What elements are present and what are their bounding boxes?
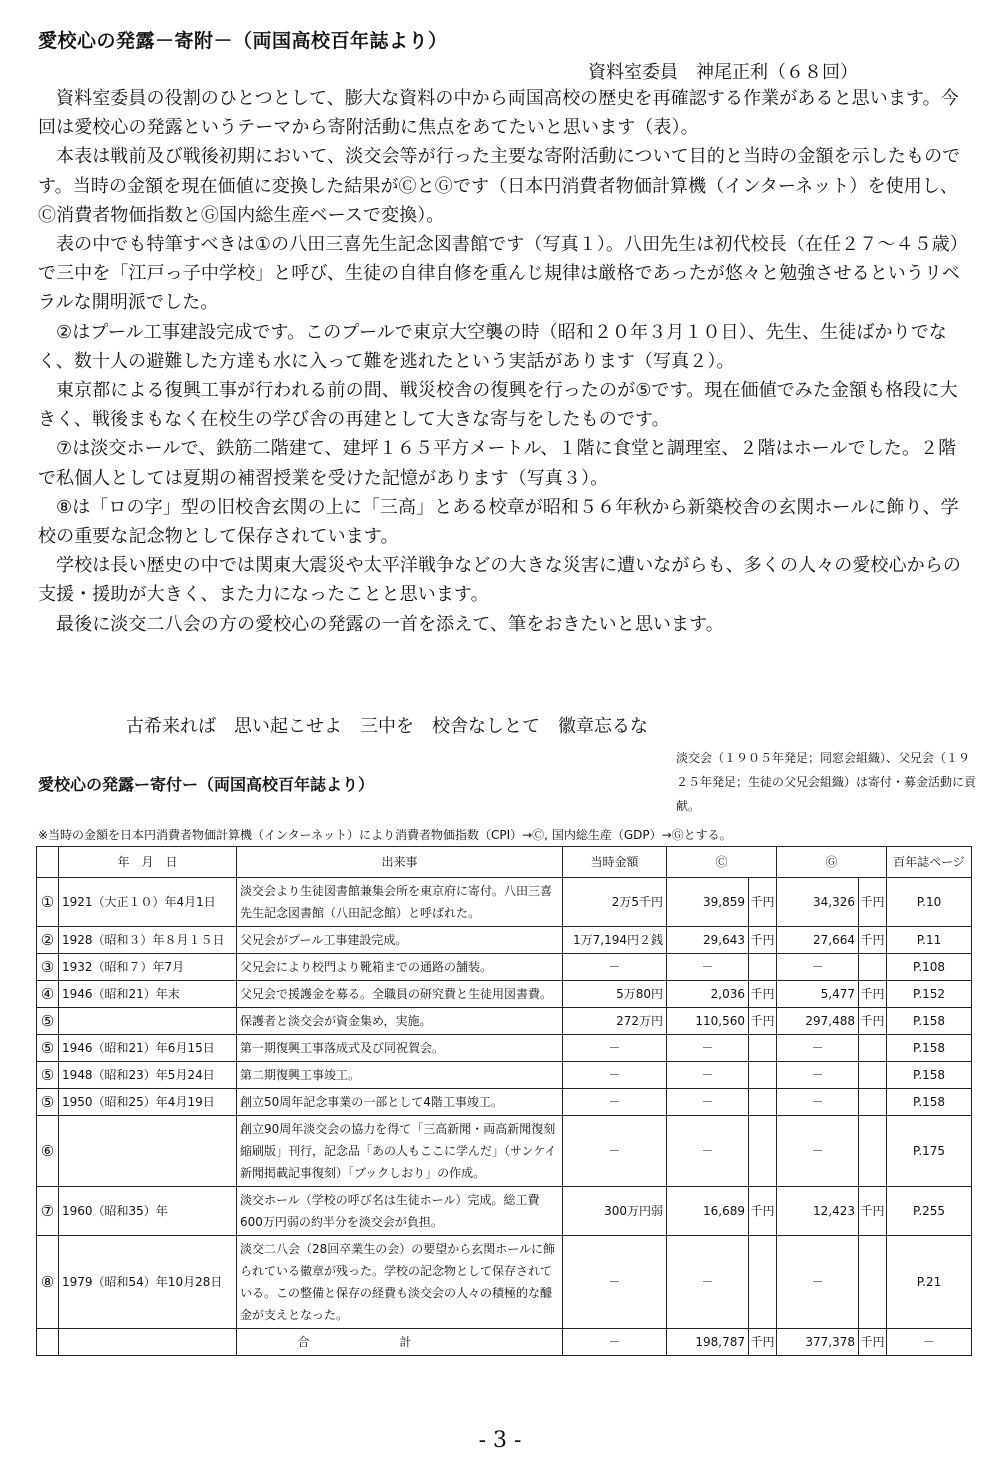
total-amount: － <box>563 1329 667 1356</box>
row-amount: 300万円弱 <box>563 1187 667 1236</box>
total-gdp: 377,378 <box>777 1329 859 1356</box>
row-date: 1979（昭和54）年10月28日 <box>59 1236 237 1329</box>
row-mark: ⑦ <box>37 1187 59 1236</box>
row-event: 父兄会により校門より靴箱までの通路の舗装。 <box>237 954 563 981</box>
article-author: 資料室委員 神尾正利（６８回） <box>588 62 858 83</box>
row-amount: 272万円 <box>563 1008 667 1035</box>
paragraph: 本表は戦前及び戦後初期において、淡交会等が行った主要な寄附活動について目的と当時の金額を示したものです。当時の金額を現在価値に変換した結果がⒸとⒼです（日本円消費者物価計算機（インターネット）を使用し、Ⓒ消費者物価指数とⒼ国内総生産ベースで変換）。 <box>38 146 961 226</box>
row-gdp: － <box>777 1116 859 1187</box>
row-event: 淡交会より生徒図書館兼集会所を東京府に寄付。八田三喜先生記念図書館（八田記念館）と呼ばれた。 <box>237 878 563 927</box>
row-amount: － <box>563 1035 667 1062</box>
row-cpi-unit <box>749 1116 777 1187</box>
row-amount: － <box>563 1236 667 1329</box>
row-date: 1932（昭和７）年7月 <box>59 954 237 981</box>
table-row <box>37 1035 972 1062</box>
table-header-row <box>37 847 972 878</box>
table-row <box>37 1062 972 1089</box>
table-row <box>37 1236 972 1329</box>
table-row <box>37 1187 972 1236</box>
row-cpi-unit <box>749 1236 777 1329</box>
row-mark: ⑤ <box>37 1062 59 1089</box>
row-gdp-unit: 千円 <box>859 1187 887 1236</box>
table-row <box>37 1008 972 1035</box>
paragraph: ⑧は「ロの字」型の旧校舎玄関の上に「三高」とある校章が昭和５６年秋から新築校舎の玄関ホールに飾り、学校の重要な記念物として保存されています。 <box>38 496 959 548</box>
side-note: 淡交会（１９０５年発足；同窓会組織）、父兄会（１９２５年発足；生徒の父兄会組織）は寄付・募金活動に貢献。 <box>676 751 977 813</box>
row-amount: 1万7,194円２銭 <box>563 927 667 954</box>
row-page: P.108 <box>887 954 972 981</box>
row-page: P.158 <box>887 1008 972 1035</box>
row-page: P.175 <box>887 1116 972 1187</box>
row-cpi: 16,689 <box>667 1187 749 1236</box>
row-cpi-unit: 千円 <box>749 981 777 1008</box>
row-date: 1948（昭和23）年5月24日 <box>59 1062 237 1089</box>
row-gdp-unit <box>859 1236 887 1329</box>
paragraph: 表の中でも特筆すべきは①の八田三喜先生記念図書館です（写真１）。八田先生は初代校長（在任２７～４５歳）で三中を「江戸っ子中学校」と呼び、生徒の自律自修を重んじ規律は厳格であったが悠々と勉強させるというリベラルな開明派でした。 <box>38 234 968 314</box>
paragraph: 資料室委員の役割のひとつとして、膨大な資料の中から両国高校の歴史を再確認する作業があると思います。今回は愛校心の発露というテーマから寄附活動に焦点をあてたいと思います（表）。 <box>38 88 959 139</box>
row-mark: ⑤ <box>37 1008 59 1035</box>
table-note: ※当時の金額を日本円消費者物価計算機（インターネット）により消費者物価指数（CPI）→Ⓒ, 国内総生産（GDP）→Ⓖとする。 <box>38 828 732 842</box>
header-page: 百年誌ページ <box>887 847 972 878</box>
row-mark: ① <box>37 878 59 927</box>
total-cpi: 198,787 <box>667 1329 749 1356</box>
row-cpi: 110,560 <box>667 1008 749 1035</box>
row-event: 創立50周年記念事業の一部として4階工事竣工。 <box>237 1089 563 1116</box>
row-cpi-unit <box>749 1035 777 1062</box>
row-gdp-unit: 千円 <box>859 878 887 927</box>
row-gdp-unit <box>859 1062 887 1089</box>
row-mark: ④ <box>37 981 59 1008</box>
donation-table <box>36 846 972 1356</box>
row-cpi: － <box>667 1236 749 1329</box>
row-cpi-unit: 千円 <box>749 1008 777 1035</box>
row-event: 父兄会がプール工事建設完成。 <box>237 927 563 954</box>
row-date: 1960（昭和35）年 <box>59 1187 237 1236</box>
row-page: P.158 <box>887 1062 972 1089</box>
row-cpi-unit <box>749 1062 777 1089</box>
row-gdp: － <box>777 954 859 981</box>
row-event: 父兄会で援護金を募る。全職員の研究費と生徒用図書費。 <box>237 981 563 1008</box>
row-cpi-unit <box>749 954 777 981</box>
row-cpi: 29,643 <box>667 927 749 954</box>
row-cpi-unit: 千円 <box>749 927 777 954</box>
row-gdp: 5,477 <box>777 981 859 1008</box>
row-date: 1928（昭和３）年８月１５日 <box>59 927 237 954</box>
page-number: - 3 - <box>478 1428 522 1453</box>
table-row <box>37 1116 972 1187</box>
header-amount: 当時金額 <box>563 847 667 878</box>
total-mark <box>37 1329 59 1356</box>
paragraph: 学校は長い歴史の中では関東大震災や太平洋戦争などの大きな災害に遭いながらも、多くの人々の愛校心からの支援・援助が大きく、また力になったことと思います。 <box>38 555 961 606</box>
row-mark: ② <box>37 927 59 954</box>
row-amount: 5万80円 <box>563 981 667 1008</box>
paragraph: ⑦は淡交ホールで、鉄筋二階建て、建坪１６５平方メートル、１階に食堂と調理室、２階はホールでした。２階で私個人としては夏期の補習授業を受けた記憶があります（写真３）。 <box>38 438 957 489</box>
paragraph: ②はプール工事建設完成です。このプールで東京大空襲の時（昭和２０年３月１０日）、先生、生徒ばかりでなく、数十人の避難した方達も水に入って難を逃れたという実話があります（写真２）。 <box>38 321 947 372</box>
article-body <box>38 84 970 639</box>
table-total-row <box>37 1329 972 1356</box>
header-gdp: Ⓖ <box>777 847 887 878</box>
row-amount: － <box>563 1116 667 1187</box>
row-event: 第二期復興工事竣工。 <box>237 1062 563 1089</box>
row-cpi: － <box>667 1089 749 1116</box>
row-gdp: 12,423 <box>777 1187 859 1236</box>
row-page: P.152 <box>887 981 972 1008</box>
row-mark: ③ <box>37 954 59 981</box>
row-gdp-unit: 千円 <box>859 1008 887 1035</box>
header-cpi: Ⓒ <box>667 847 777 878</box>
row-mark: ⑥ <box>37 1116 59 1187</box>
row-gdp-unit: 千円 <box>859 927 887 954</box>
row-event: 淡交二八会（28回卒業生の会）の要望から玄関ホールに飾られている徽章が残った。学校の記念物として保存されている。この整備と保存の経費も淡交会の人々の積極的な醵金が支えとなった。 <box>237 1236 563 1329</box>
header-mark <box>37 847 59 878</box>
row-page: P.10 <box>887 878 972 927</box>
row-gdp: 297,488 <box>777 1008 859 1035</box>
row-cpi-unit <box>749 1089 777 1116</box>
row-page: P.158 <box>887 1089 972 1116</box>
header-event: 出来事 <box>237 847 563 878</box>
table-row <box>37 981 972 1008</box>
row-event: 淡交ホール（学校の呼び名は生徒ホール）完成。総工費600万円弱の約半分を淡交会が負担。 <box>237 1187 563 1236</box>
row-date: 1946（昭和21）年6月15日 <box>59 1035 237 1062</box>
row-page: P.11 <box>887 927 972 954</box>
row-mark: ⑧ <box>37 1236 59 1329</box>
row-gdp-unit <box>859 1089 887 1116</box>
row-gdp: － <box>777 1035 859 1062</box>
paragraph: 最後に淡交二八会の方の愛校心の発露の一首を添えて、筆をおきたいと思います。 <box>56 613 724 635</box>
row-mark: ⑤ <box>37 1035 59 1062</box>
paragraph: 東京都による復興工事が行われる前の間、戦災校舎の復興を行ったのが⑤です。現在価値でみた金額も格段に大きく、戦後まもなく在校生の学び舎の再建として大きな寄与をしたものです。 <box>38 380 958 431</box>
row-gdp-unit <box>859 1116 887 1187</box>
row-gdp: － <box>777 1089 859 1116</box>
row-cpi: － <box>667 1116 749 1187</box>
row-mark: ⑤ <box>37 1089 59 1116</box>
row-date: 1946（昭和21）年末 <box>59 981 237 1008</box>
row-date: 1921（大正１０）年4月1日 <box>59 878 237 927</box>
row-event: 保護者と淡交会が資金集め，実施。 <box>237 1008 563 1035</box>
row-cpi: － <box>667 1035 749 1062</box>
row-page: P.21 <box>887 1236 972 1329</box>
row-date: 1950（昭和25）年4月19日 <box>59 1089 237 1116</box>
row-gdp: － <box>777 1062 859 1089</box>
row-cpi: 2,036 <box>667 981 749 1008</box>
row-date <box>59 1008 237 1035</box>
table-body <box>37 878 972 1356</box>
table-row <box>37 954 972 981</box>
row-cpi: － <box>667 1062 749 1089</box>
header-date: 年 月 日 <box>59 847 237 878</box>
row-gdp-unit: 千円 <box>859 981 887 1008</box>
table-row <box>37 1089 972 1116</box>
total-cpi-unit: 千円 <box>749 1329 777 1356</box>
row-gdp: 34,326 <box>777 878 859 927</box>
row-event: 第一期復興工事落成式及び同祝賀会。 <box>237 1035 563 1062</box>
row-amount: 2万5千円 <box>563 878 667 927</box>
row-gdp-unit <box>859 954 887 981</box>
total-page: － <box>887 1329 972 1356</box>
article-title: 愛校心の発露－寄附－（両国高校百年誌より） <box>38 30 448 52</box>
row-amount: － <box>563 1089 667 1116</box>
row-cpi-unit: 千円 <box>749 1187 777 1236</box>
row-cpi: － <box>667 954 749 981</box>
row-amount: － <box>563 1062 667 1089</box>
table-row <box>37 878 972 927</box>
row-page: P.158 <box>887 1035 972 1062</box>
row-page: P.255 <box>887 1187 972 1236</box>
row-date <box>59 1116 237 1187</box>
row-gdp: 27,664 <box>777 927 859 954</box>
total-label: 合計 <box>237 1329 563 1356</box>
table-row <box>37 927 972 954</box>
row-amount: － <box>563 954 667 981</box>
row-cpi-unit: 千円 <box>749 878 777 927</box>
row-cpi: 39,859 <box>667 878 749 927</box>
table-title: 愛校心の発露ー寄付ー（両国高校百年誌より） <box>38 775 375 794</box>
row-gdp-unit <box>859 1035 887 1062</box>
row-event: 創立90周年淡交会の協力を得て「三高新聞・両高新聞復刻縮刷版」刊行，記念品「あの人もここに学んだ」（サンケイ新聞掲載記事復刻）「ブックしおり」の作成。 <box>237 1116 563 1187</box>
row-gdp: － <box>777 1236 859 1329</box>
total-gdp-unit: 千円 <box>859 1329 887 1356</box>
poem: 古希来れば 思い起こせよ 三中を 校舎なしとて 徽章忘るな <box>126 716 648 737</box>
total-date <box>59 1329 237 1356</box>
